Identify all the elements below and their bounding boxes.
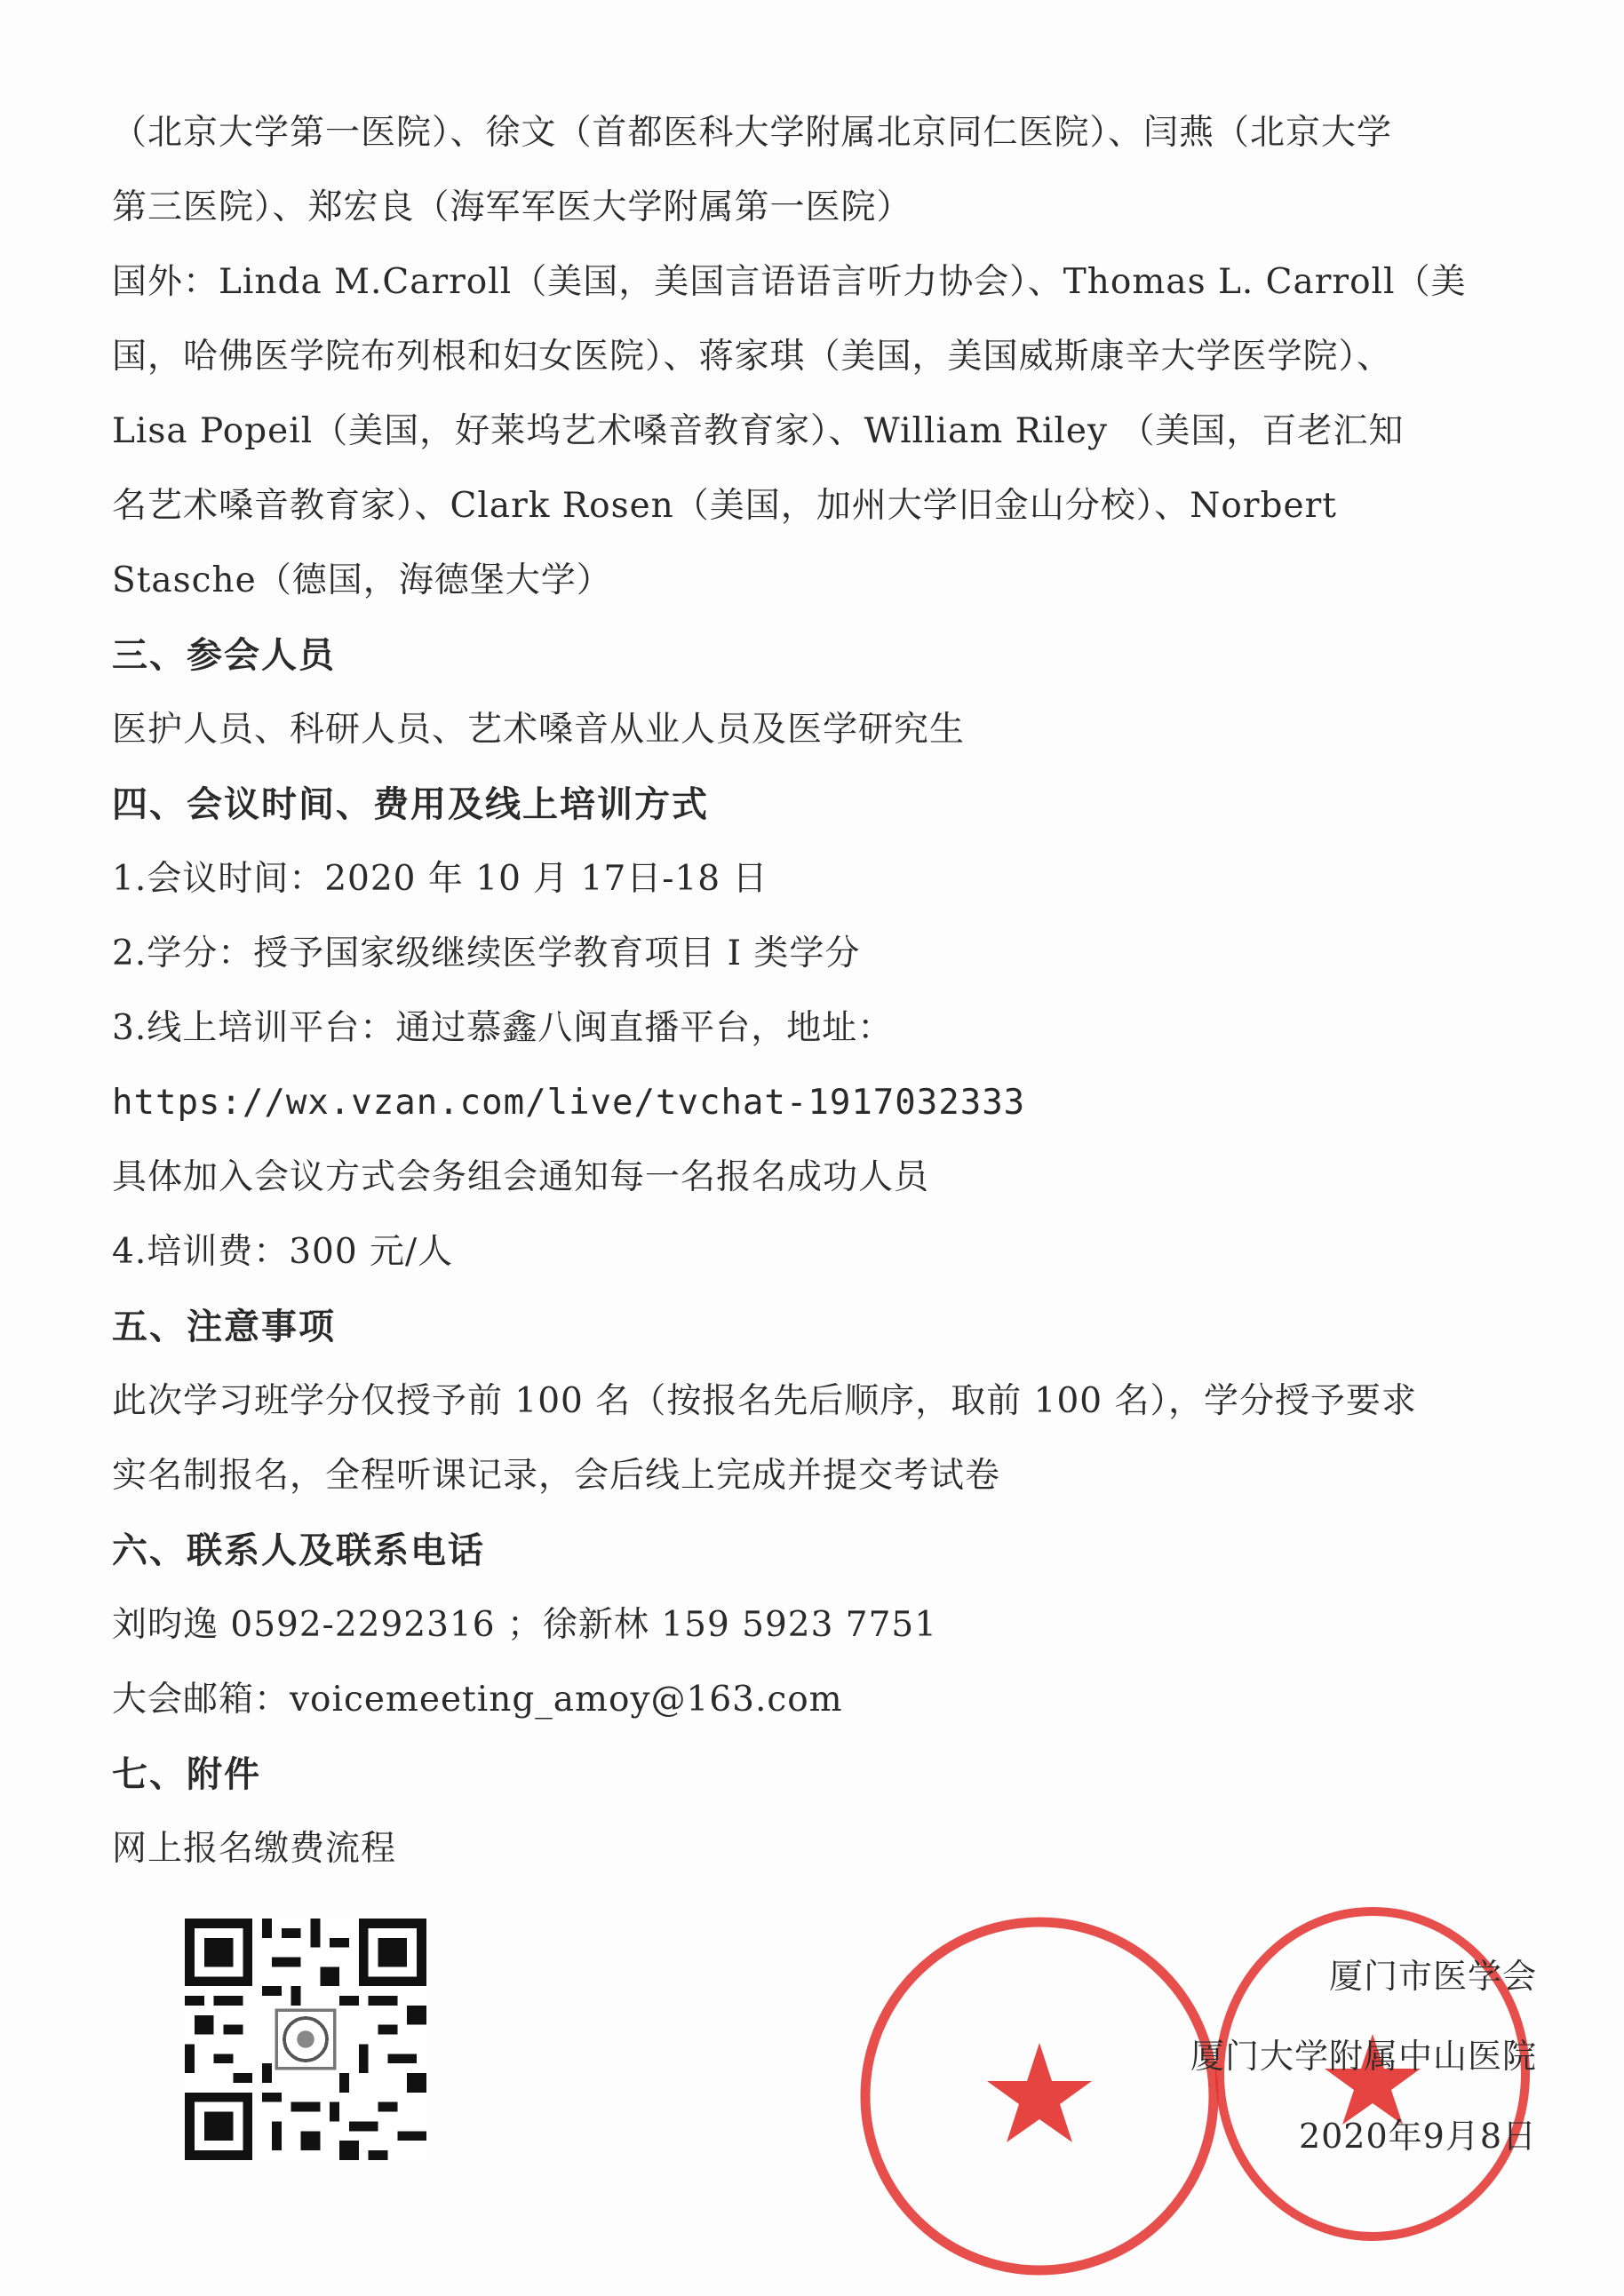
training-fee: 4.培训费：300 元/人 [112, 1232, 454, 1272]
platform-url[interactable]: https://wx.vzan.com/live/tvchat-1917032333 [112, 1083, 1026, 1123]
signature-org-2: 厦门大学附属中山医院 [1190, 2037, 1537, 2076]
line-experts-2: 第三医院）、郑宏良（海军军医大学附属第一医院） [112, 187, 912, 227]
contact-email[interactable]: 大会邮箱：voicemeeting_amoy@163.com [112, 1680, 843, 1720]
attachment-name: 网上报名缴费流程 [112, 1829, 397, 1869]
join-note: 具体加入会议方式会务组会通知每一名报名成功人员 [112, 1157, 930, 1197]
notice-line-1: 此次学习班学分仅授予前 100 名（按报名先后顺序，取前 100 名），学分授予要求 [112, 1381, 1417, 1421]
line-experts-4: 国，哈佛医学院布列根和妇女医院）、蒋家琪（美国，美国威斯康辛大学医学院）、 [112, 337, 1393, 377]
section-5-heading: 五、注意事项 [112, 1306, 336, 1347]
platform-info: 3.线上培训平台：通过慕鑫八闽直播平台，地址： [112, 1008, 894, 1048]
line-experts-3: 国外：Linda M.Carroll（美国，美国言语语言听力协会）、Thomas L. Carroll（美 [112, 262, 1467, 302]
meeting-time: 1.会议时间：2020 年 10 月 17日-18 日 [112, 859, 768, 899]
line-experts-7: Stasche（德国，海德堡大学） [112, 560, 612, 600]
document-body [112, 96, 1533, 1887]
line-experts-6: 名艺术嗓音教育家）、Clark Rosen（美国，加州大学旧金山分校）、Norbert [112, 486, 1337, 526]
signature-org-1: 厦门市医学会 [1328, 1957, 1537, 1996]
section-6-heading: 六、联系人及联系电话 [112, 1529, 485, 1571]
qr-code-icon[interactable] [185, 1919, 426, 2160]
line-experts-1: （北京大学第一医院）、徐文（首都医科大学附属北京同仁医院）、闫燕（北京大学 [112, 113, 1393, 153]
credit-info: 2.学分：授予国家级继续医学教育项目 I 类学分 [112, 933, 861, 973]
signature-date: 2020年9月8日 [1298, 2117, 1537, 2156]
signature-block [1155, 1936, 1537, 2176]
section-3-heading: 三、参会人员 [112, 634, 336, 676]
section-3-body: 医护人员、科研人员、艺术嗓音从业人员及医学研究生 [112, 710, 966, 750]
section-7-heading: 七、附件 [112, 1753, 261, 1795]
section-4-heading: 四、会议时间、费用及线上培训方式 [112, 783, 709, 825]
contact-phones: 刘昀逸 0592-2292316 ；徐新林 159 5923 7751 [112, 1605, 938, 1645]
line-experts-5: Lisa Popeil（美国，好莱坞艺术嗓音教育家）、William Riley （美国，百老汇知 [112, 411, 1405, 451]
notice-line-2: 实名制报名，全程听课记录，会后线上完成并提交考试卷 [112, 1456, 1001, 1496]
